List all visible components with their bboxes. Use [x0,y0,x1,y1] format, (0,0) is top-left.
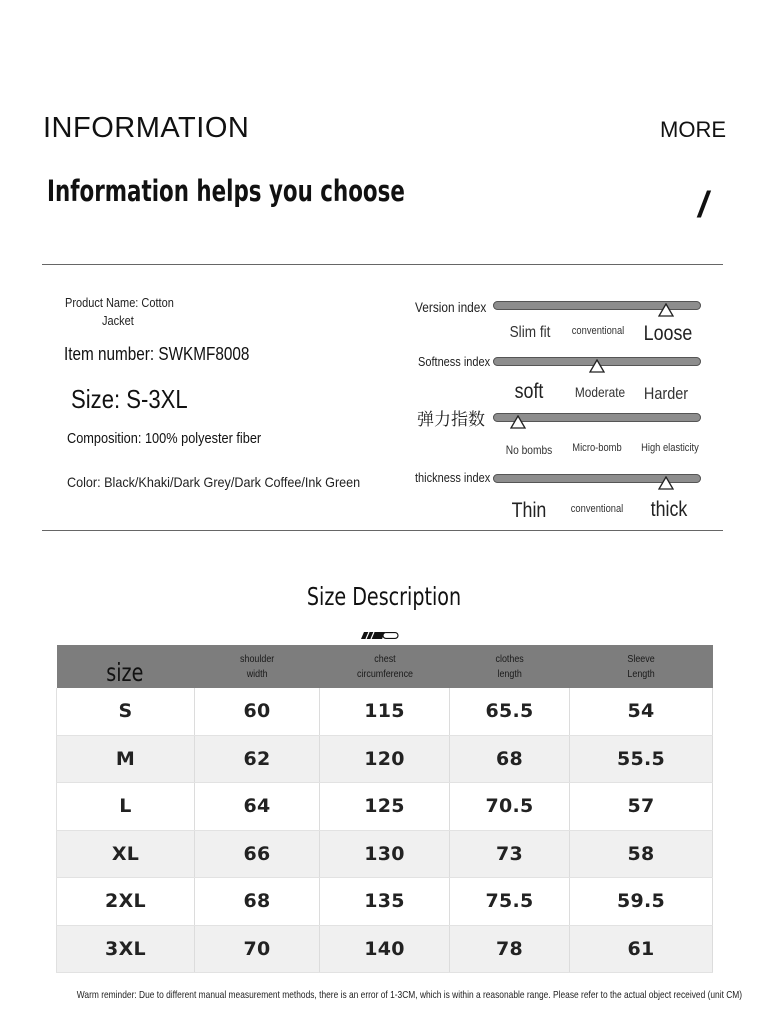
version-option-slim: Slim fit [509,324,551,341]
table-cell: 115 [320,688,450,735]
table-cell: 55.5 [570,735,713,783]
elasticity-option-none: No bombs [505,443,553,457]
product-name-line1: Product Name: Cotton [65,296,174,310]
table-cell: 66 [195,830,320,878]
divider-top [42,264,723,265]
table-cell: 120 [320,735,450,783]
table-cell: 68 [195,878,320,926]
table-cell: 62 [195,735,320,783]
table-cell: 130 [320,830,450,878]
table-cell: 59.5 [570,878,713,926]
table-cell: 73 [450,830,570,878]
divider-bottom [42,530,723,531]
softness-index-label: Softness index [418,355,491,369]
slash-decoration: / [698,184,709,225]
softness-option-harder: Harder [643,384,689,403]
table-cell: 68 [450,735,570,783]
table-cell: 58 [570,830,713,878]
table-cell: 70 [195,925,320,973]
col-sleeve-length: Sleeve Length [570,645,713,688]
table-cell: 135 [320,878,450,926]
color-list: Color: Black/Khaki/Dark Grey/Dark Coffee/Ink Green [67,474,361,490]
table-cell: 70.5 [450,783,570,831]
table-row [57,783,713,831]
table-cell: 75.5 [450,878,570,926]
table-cell: 140 [320,925,450,973]
table-cell: 61 [570,925,713,973]
table-cell: 60 [195,688,320,735]
title-decoration-icon [361,626,399,633]
size-description-title: Size Description [306,582,462,611]
version-index-label: Version index [415,300,487,315]
version-option-loose: Loose [643,322,693,345]
elasticity-index-label: 弹力指数 [417,410,485,429]
composition: Composition: 100% polyester fiber [67,430,262,447]
softness-option-soft: soft [514,380,544,403]
table-row [57,688,713,735]
size-range: Size: S-3XL [71,384,188,414]
subtitle: Information helps you choose [47,174,405,208]
version-option-conventional: conventional [571,325,625,337]
table-row [57,830,713,878]
table-cell: M [57,735,195,783]
elasticity-option-micro: Micro-bomb [572,442,622,454]
table-cell: 125 [320,783,450,831]
table-row [57,735,713,783]
size-table-header [57,645,713,688]
elasticity-option-high: High elasticity [641,442,699,454]
table-cell: XL [57,830,195,878]
table-row [57,878,713,926]
col-clothes-length: clothes length [450,645,570,688]
table-cell: 65.5 [450,688,570,735]
table-cell: L [57,783,195,831]
table-cell: S [57,688,195,735]
product-name-line2: Jacket [102,314,134,328]
col-chest-circumference: chest circumference [320,645,450,688]
item-number: Item number: SWKMF8008 [64,344,250,364]
table-row [57,925,713,973]
table-cell: 64 [195,783,320,831]
warm-reminder: Warm reminder: Due to different manual measurement methods, there is an error of 1-3CM, which is within a reasonable range. Please refer to the actual object received (unit CM) [76,989,743,1001]
table-cell: 54 [570,688,713,735]
table-cell: 57 [570,783,713,831]
table-cell: 78 [450,925,570,973]
softness-option-moderate: Moderate [574,384,626,400]
size-table [56,645,713,973]
table-cell: 3XL [57,925,195,973]
thickness-option-thin: Thin [511,499,547,522]
table-cell: 2XL [57,878,195,926]
page-title: INFORMATION [43,112,250,144]
thickness-index-label: thickness index [415,471,491,485]
more-link[interactable]: MORE [660,117,726,142]
col-shoulder-width: shoulder width [195,645,320,688]
col-size: size [57,645,195,688]
thickness-option-thick: thick [650,498,688,521]
thickness-option-conventional: conventional [570,503,624,515]
